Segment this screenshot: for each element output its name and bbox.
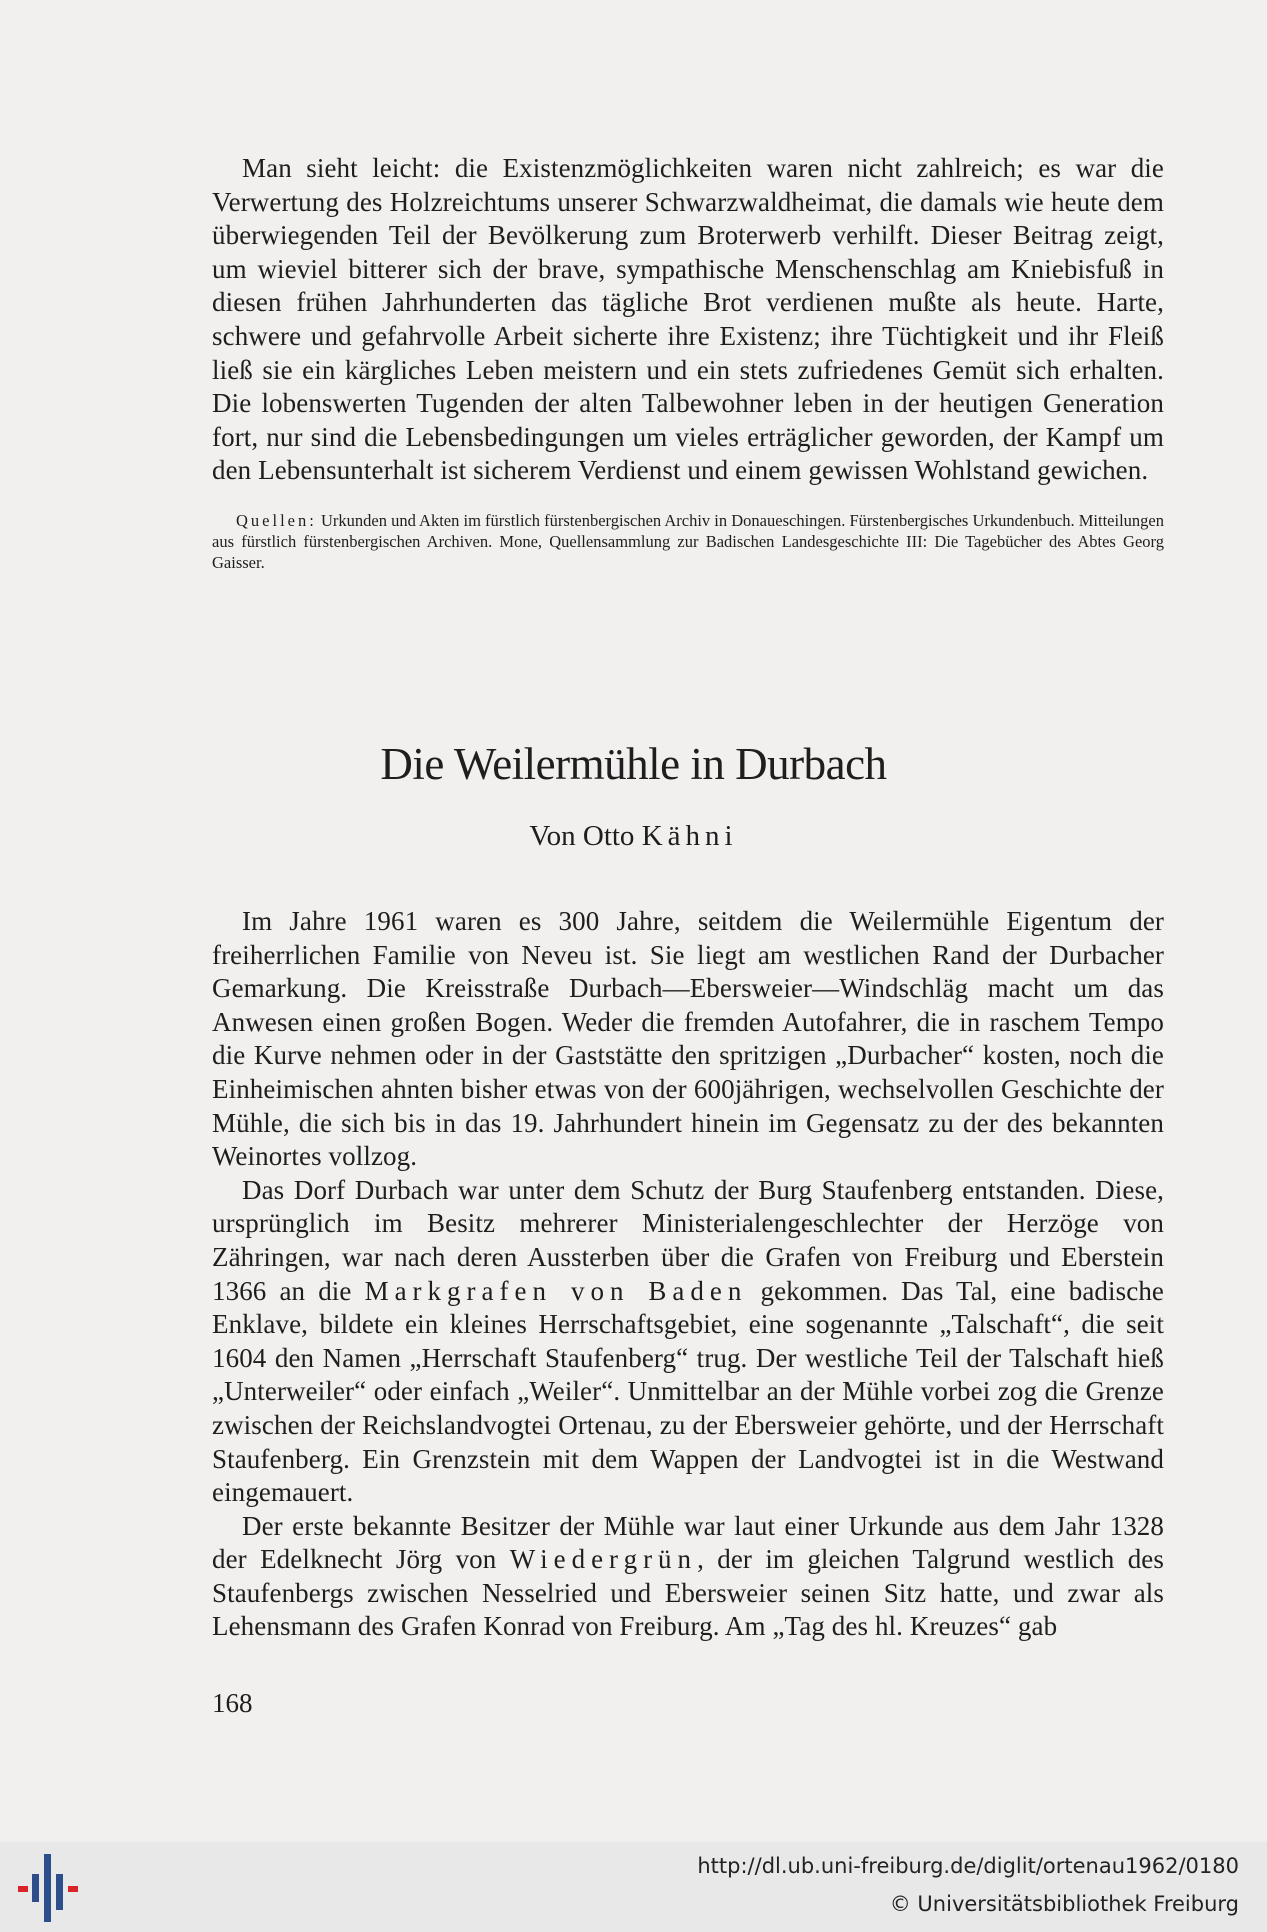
article-paragraph-1: Im Jahre 1961 waren es 300 Jahre, seitdem die Weilermühle Eigentum der freiherrlichen Familie von Neveu ist. Sie liegt am westlichen Rand der Durbacher Gemarkung. Die Kreisstraße Durbach—Ebersweier—Windschläg macht um das Anwesen einen großen Bogen. Weder die fremden Autofahrer, die in raschem Tempo die Kurve nehmen oder in der Gaststätte den spritzigen „Durbacher“ kosten, noch die Einheimischen ahnten bisher etwas von der 600jährigen, wechselvollen Geschichte der Mühle, die sich bis in das 19. Jahrhundert hinein im Gegensatz zu der des bekannten Weinortes vollzog. <box>212 906 1164 1172</box>
closing-paragraph: Man sieht leicht: die Existenzmöglichkeiten waren nicht zahlreich; es war die Verwertung des Holzreichtums unserer Schwarzwaldheimat, die damals wie heute dem überwiegenden Teil der Bevölkerung zum Broterwerb verhilft. Dieser Beitrag zeigt, um wieviel bitterer sich der brave, sympathische Menschenschlag am Kniebisfuß in diesen frühen Jahrhunderten das tägliche Brot verdienen mußte als heute. Harte, schwere und gefahrvolle Arbeit sicherte ihre Existenz; ihre Tüchtigkeit und ihr Fleiß ließ sie ein kärgliches Leben meistern und ein stets zufriedenes Gemüt sich erhalten. Die lobenswerten Tugenden der alten Talbewohner leben in der heutigen Generation fort, nur sind die Lebensbedingungen um vieles erträglicher geworden, der Kampf um den Lebensunterhalt ist sicherem Verdienst und einem gewissen Wohlstand gewichen. <box>212 153 1164 486</box>
p3-spaced-name: Wiedergrün <box>509 1544 698 1575</box>
article-paragraph-3 <box>212 1510 1164 1644</box>
sources-text: Urkunden und Akten im fürstlich fürstenbergischen Archiv in Donaueschingen. Fürstenbergisches Urkundenbuch. Mitteilungen aus fürstlich fürstenbergischen Archiven. Mone, Quellensammlung zur Badischen Landesgeschichte III: Die Tagebücher des Abtes Georg Gaisser. <box>212 510 1164 572</box>
p2-text-a: Das Dorf Durbach war unter dem Schutz der Burg Staufenberg entstanden. Diese, ursprünglich im Besitz mehrerer Ministerialengeschlechter der Herzöge von Zähringen, war nach deren Aussterben über die Grafen von Freiburg und Eberstein 1366 an die <box>212 1174 1164 1306</box>
author-prefix: Von Otto <box>529 820 642 852</box>
p3-text-a: Der erste bekannte Besitzer der Mühle war laut einer Urkunde aus dem Jahr 1328 der Edelknecht Jörg von <box>212 1510 1164 1575</box>
footer-bar <box>0 1842 1267 1932</box>
author-name: Kähni <box>641 820 738 852</box>
article-paragraph-2 <box>212 1174 1164 1510</box>
article-author <box>0 820 1267 853</box>
p2-spaced-name: Markgrafen von Baden <box>364 1275 748 1306</box>
article-body <box>212 905 1164 1644</box>
copyright-text: © Universitätsbibliothek Freiburg <box>889 1892 1239 1916</box>
page-number: 168 <box>212 1688 253 1718</box>
source-url-link[interactable]: http://dl.ub.uni-freiburg.de/diglit/ortenau1962/0180 <box>697 1854 1239 1878</box>
p3-text-b: , der im gleichen Talgrund westlich des Staufenbergs zwischen Nesselried und Ebersweier seinen Sitz hatte, und zwar als Lehensmann des Grafen Konrad von Freiburg. Am „Tag des hl. Kreuzes“ gab <box>212 1544 1164 1642</box>
sources-label: Quellen: <box>236 510 317 530</box>
ub-freiburg-logo-icon <box>14 1850 84 1926</box>
p2-text-b: gekommen. Das Tal, eine badische Enklave, bildete ein kleines Herrschaftsgebiet, eine sogenannte „Talschaft“, die seit 1604 den Namen „Herrschaft Staufenberg“ trug. Der westliche Teil der Talschaft hieß „Unterweiler“ oder einfach „Weiler“. Unmittelbar an der Mühle vorbei zog die Grenze zwischen der Reichslandvogtei Ortenau, zu der Ebersweier gehörte, und der Herrschaft Staufenberg. Ein Grenzstein mit dem Wappen der Landvogtei ist in die Westwand eingemauert. <box>212 1275 1165 1508</box>
article-title: Die Weilermühle in Durbach <box>380 739 887 789</box>
sources-note <box>212 510 1164 573</box>
top-section <box>212 152 1164 573</box>
